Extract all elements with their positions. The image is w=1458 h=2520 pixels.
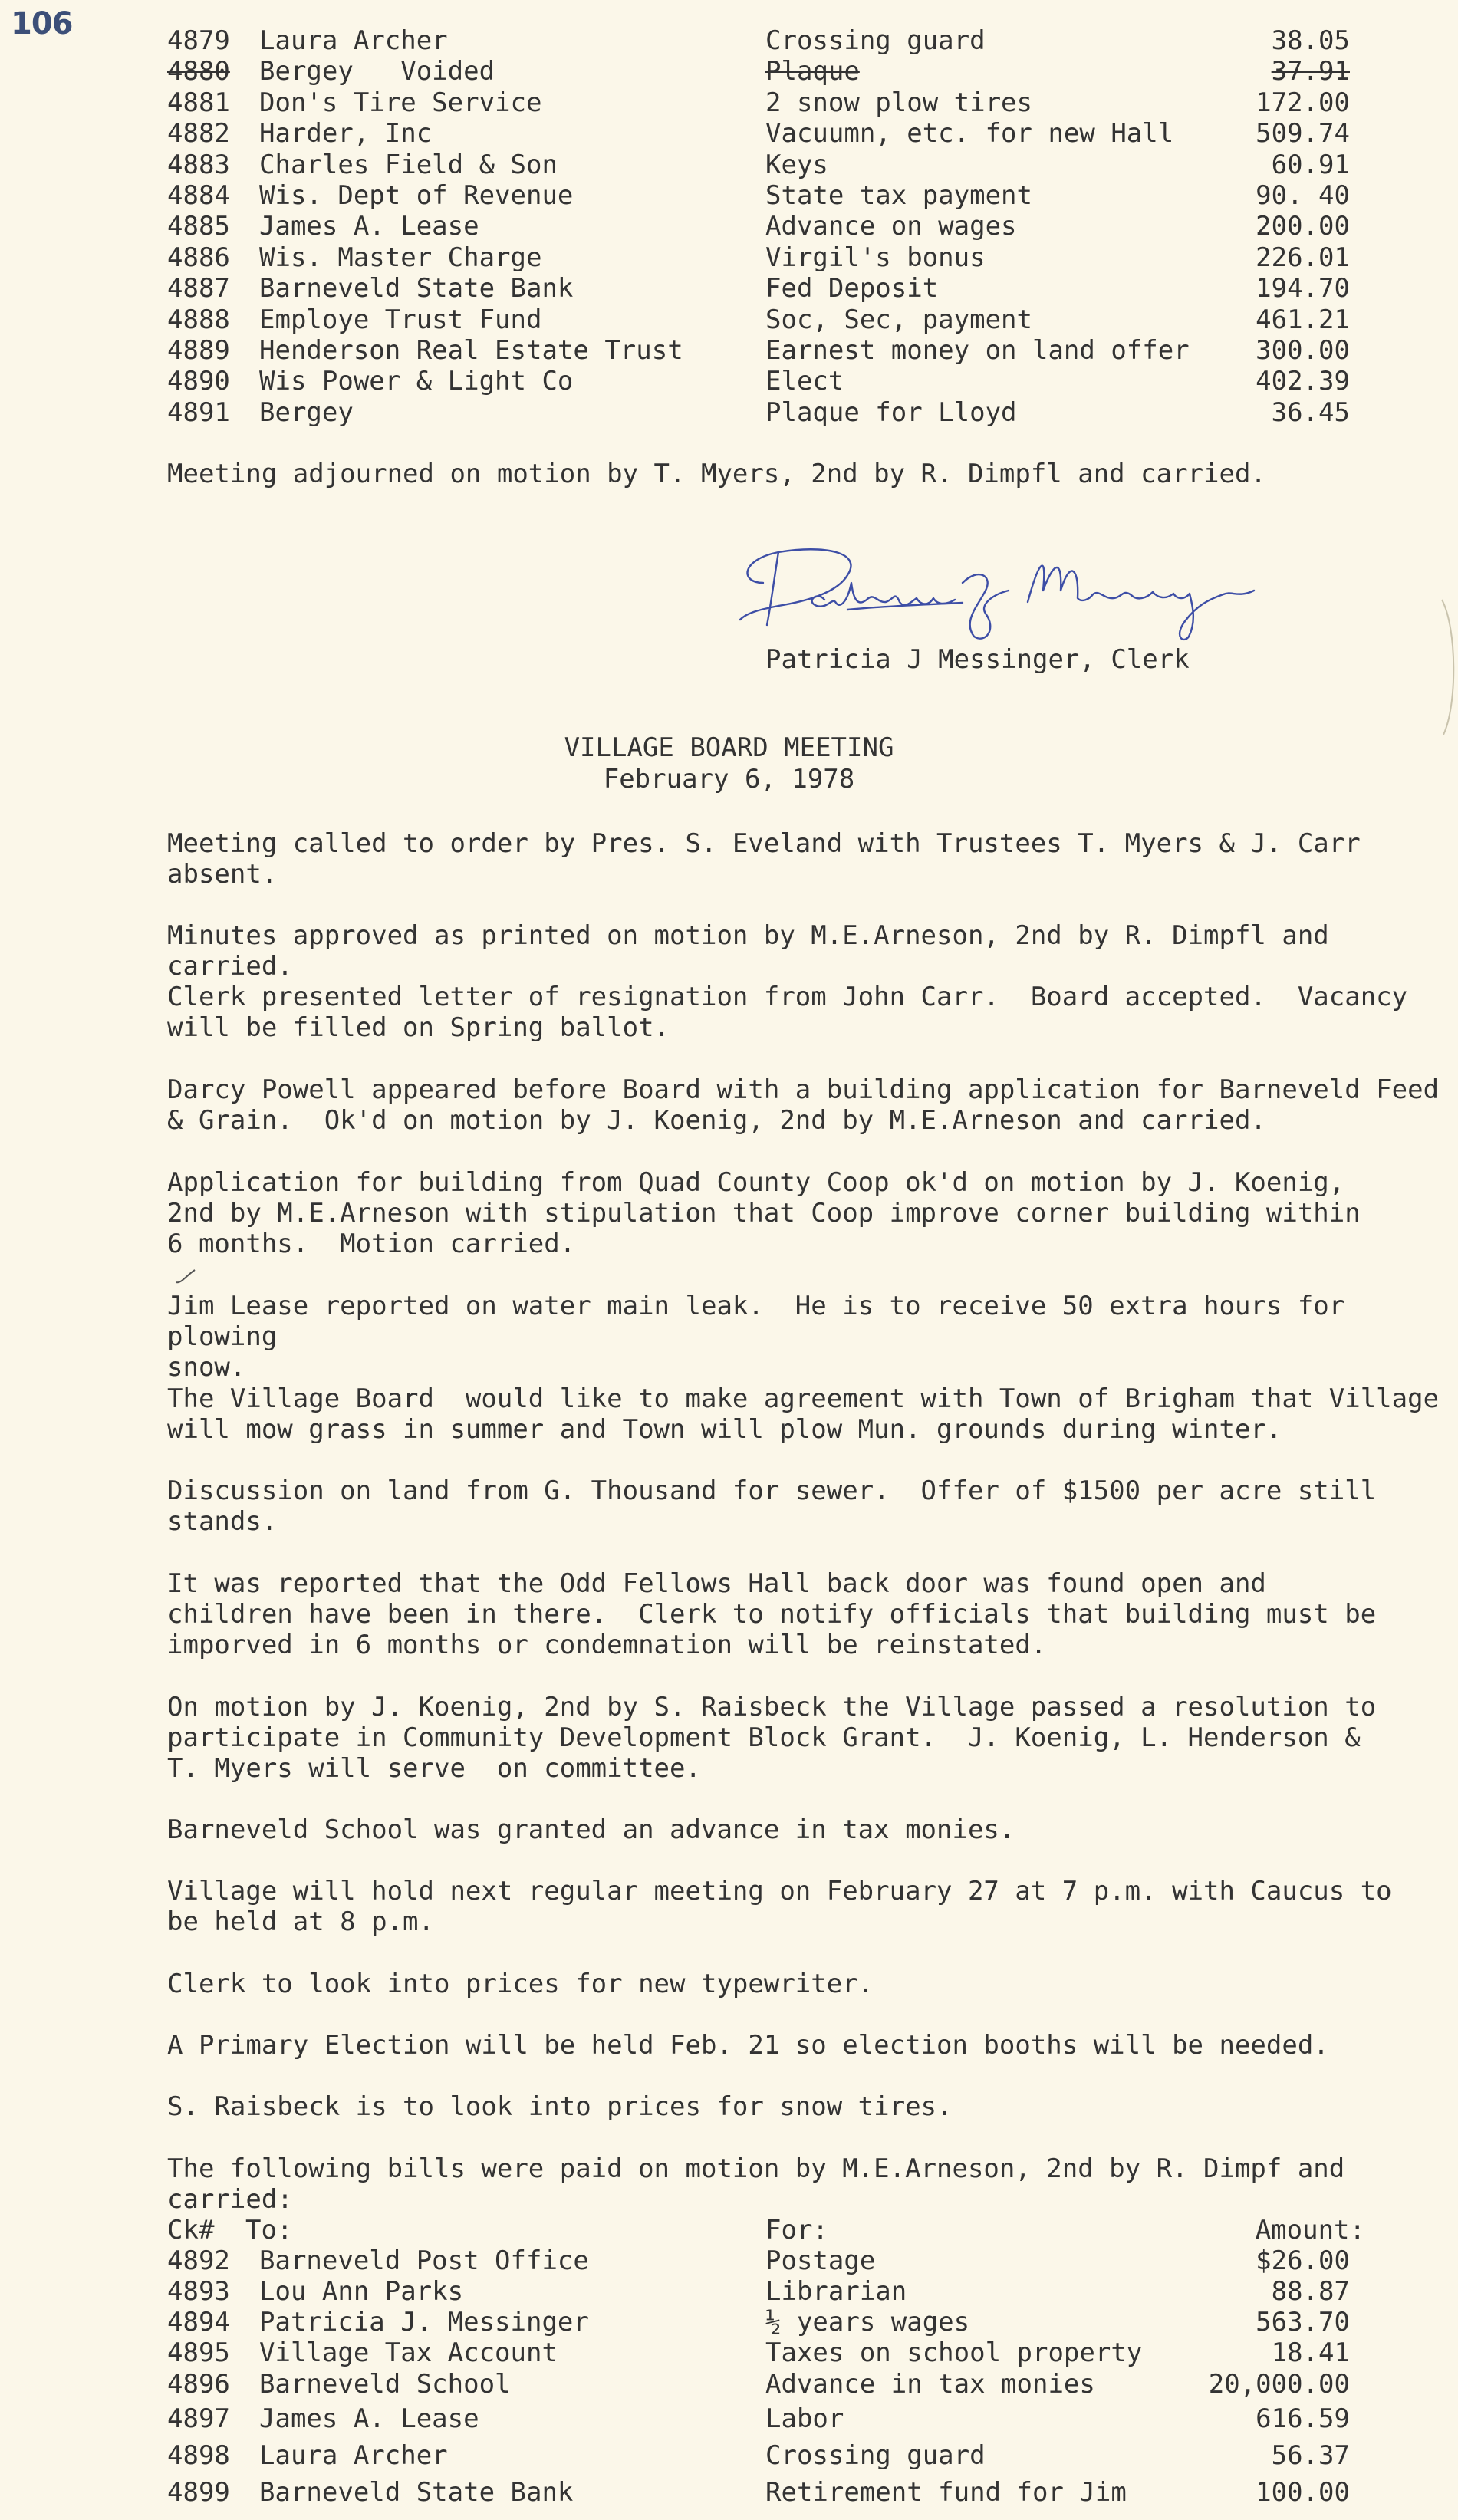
bill-amount: 194.70 — [1256, 273, 1350, 304]
bill-check-number: 4880 — [167, 56, 230, 87]
bill-check-number: 4881 — [167, 87, 230, 118]
pen-tick-mark — [175, 1268, 196, 1285]
meeting-title: VILLAGE BOARD MEETING — [564, 732, 894, 763]
minutes-paragraph: The following bills were paid on motion by M.E.Arneson, 2nd by R. Dimpf and carried: — [167, 2153, 1345, 2215]
minutes-paragraph: A Primary Election will be held Feb. 21 so election booths will be needed. — [167, 2030, 1329, 2061]
bill-check-number: 4882 — [167, 118, 230, 150]
clerk-signature-line: Patricia J Messinger, Clerk — [765, 644, 1190, 675]
header-purpose: For: — [765, 2215, 828, 2245]
bill-amount: 90. 40 — [1256, 180, 1350, 211]
bill-check-number: 4879 — [167, 25, 230, 56]
bill-payee: Barneveld School — [259, 2369, 511, 2400]
bill-purpose: Plaque — [765, 56, 860, 87]
bill-check-number: 4885 — [167, 211, 230, 242]
bill-check-number: 4888 — [167, 304, 230, 335]
bill-check-number: 4883 — [167, 149, 230, 180]
bill-row — [0, 180, 1458, 211]
bill-payee: Bergey — [259, 396, 354, 428]
bill-payee: Bergey Voided — [259, 56, 495, 87]
bill-check-number: 4893 — [167, 2276, 230, 2307]
adjournment-text: Meeting adjourned on motion by T. Myers, 2nd by R. Dimpfl and carried. — [167, 459, 1266, 489]
bill-amount: 226.01 — [1256, 242, 1350, 273]
minutes-paragraph: Darcy Powell appeared before Board with a building application for Barneveld Feed & Grain. Ok'd on motion by J. Koenig, 2nd by M.E.Arneson and carried. — [167, 1074, 1440, 1136]
bill-purpose: Elect — [765, 366, 844, 397]
bill-check-number: 4898 — [167, 2440, 230, 2471]
bill-check-number: 4896 — [167, 2369, 230, 2400]
bill-payee: Wis Power & Light Co — [259, 366, 574, 397]
minutes-paragraph: The Village Board would like to make agreement with Town of Brigham that Village will mow grass in summer and Town will plow Mun. grounds during winter. — [167, 1383, 1440, 1445]
bill-amount: 300.00 — [1256, 335, 1350, 366]
bill-purpose: Keys — [765, 149, 828, 180]
bill-check-number: 4889 — [167, 335, 230, 366]
bill-payee: Wis. Dept of Revenue — [259, 180, 574, 211]
bill-amount: 200.00 — [1256, 211, 1350, 242]
bill-purpose: Virgil's bonus — [765, 242, 986, 273]
bill-payee: Charles Field & Son — [259, 149, 558, 180]
bill-purpose: Crossing guard — [765, 25, 986, 56]
bill-purpose: ½ years wages — [765, 2307, 970, 2337]
bill-check-number: 4894 — [167, 2307, 230, 2337]
bill-row — [0, 25, 1458, 56]
header-amount: Amount: — [1255, 2215, 1365, 2245]
meeting-date: February 6, 1978 — [603, 764, 855, 794]
page-number: 106 — [11, 6, 73, 41]
page-edge-curl — [1440, 598, 1458, 736]
header-check-number: Ck# — [167, 2215, 215, 2245]
bill-row — [0, 150, 1458, 180]
bill-amount: 509.74 — [1256, 118, 1350, 150]
bill-check-number: 4899 — [167, 2477, 230, 2508]
bill-row — [0, 2440, 1458, 2471]
bill-purpose: Crossing guard — [765, 2440, 986, 2471]
bill-row — [0, 2337, 1458, 2368]
bill-row — [0, 366, 1458, 396]
bill-amount: 616.59 — [1256, 2403, 1350, 2434]
bill-amount: 36.45 — [1271, 396, 1350, 428]
bill-payee: Wis. Master Charge — [259, 242, 542, 273]
minutes-paragraph: Discussion on land from G. Thousand for sewer. Offer of $1500 per acre still stands. — [167, 1475, 1377, 1537]
bill-payee: Henderson Real Estate Trust — [259, 335, 683, 366]
bill-payee: Laura Archer — [259, 25, 448, 56]
minutes-paragraph: Meeting called to order by Pres. S. Eveland with Trustees T. Myers & J. Carr absent. — [167, 828, 1361, 890]
bill-row — [0, 273, 1458, 304]
bill-row — [0, 2477, 1458, 2508]
bill-purpose: Earnest money on land offer — [765, 335, 1190, 366]
minutes-paragraph: S. Raisbeck is to look into prices for snow tires. — [167, 2091, 953, 2122]
bill-payee: Barneveld State Bank — [259, 273, 574, 304]
bill-amount: 56.37 — [1271, 2440, 1350, 2471]
bill-payee: James A. Lease — [259, 2403, 479, 2434]
bill-purpose: Plaque for Lloyd — [765, 396, 1017, 428]
minutes-paragraph: Clerk presented letter of resignation from John Carr. Board accepted. Vacancy will be filled on Spring ballot. — [167, 982, 1408, 1043]
bill-row — [0, 211, 1458, 242]
bill-row — [0, 87, 1458, 118]
bill-payee: James A. Lease — [259, 211, 479, 242]
bill-amount: $26.00 — [1256, 2245, 1350, 2276]
bill-row — [0, 56, 1458, 87]
bill-purpose: Soc, Sec, payment — [765, 304, 1032, 335]
bill-payee: Village Tax Account — [259, 2337, 558, 2368]
bill-amount: 402.39 — [1256, 366, 1350, 397]
bill-amount: 461.21 — [1256, 304, 1350, 335]
bill-payee: Employe Trust Fund — [259, 304, 542, 335]
bill-amount: 88.87 — [1271, 2276, 1350, 2307]
bill-purpose: Librarian — [765, 2276, 907, 2307]
bill-purpose: Advance on wages — [765, 211, 1017, 242]
bills-bottom-header — [0, 2215, 1458, 2245]
bill-amount: 20,000.00 — [1208, 2369, 1350, 2400]
bill-payee: Don's Tire Service — [259, 87, 542, 118]
bill-amount: 18.41 — [1271, 2337, 1350, 2368]
bill-row — [0, 118, 1458, 149]
bill-purpose: Advance in tax monies — [765, 2369, 1095, 2400]
bill-row — [0, 2369, 1458, 2400]
bill-check-number: 4890 — [167, 366, 230, 397]
minutes-paragraph: It was reported that the Odd Fellows Hall back door was found open and children have been in there. Clerk to notify officials that building must be imporved in 6 months or condemnation will be reinstated. — [167, 1568, 1377, 1660]
bill-check-number: 4887 — [167, 273, 230, 304]
bill-amount: 563.70 — [1256, 2307, 1350, 2337]
header-payee: To: — [245, 2215, 293, 2245]
bill-check-number: 4891 — [167, 396, 230, 428]
bill-payee: Lou Ann Parks — [259, 2276, 464, 2307]
bill-row — [0, 2276, 1458, 2307]
bill-payee: Harder, Inc — [259, 118, 433, 150]
bill-row — [0, 2245, 1458, 2276]
bill-check-number: 4884 — [167, 180, 230, 211]
bill-check-number: 4886 — [167, 242, 230, 273]
meeting-heading — [0, 732, 1458, 795]
minutes-paragraph: On motion by J. Koenig, 2nd by S. Raisbeck the Village passed a resolution to participate in Community Development Block Grant. J. Koenig, L. Henderson & T. Myers will serve on committee. — [167, 1692, 1377, 1784]
bill-row — [0, 2307, 1458, 2337]
bill-purpose: Labor — [765, 2403, 844, 2434]
bill-payee: Barneveld Post Office — [259, 2245, 589, 2276]
bill-check-number: 4892 — [167, 2245, 230, 2276]
minutes-paragraph: Village will hold next regular meeting on February 27 at 7 p.m. with Caucus to be held at 8 p.m. — [167, 1876, 1392, 1937]
bill-row — [0, 304, 1458, 335]
bill-payee: Patricia J. Messinger — [259, 2307, 589, 2337]
bill-purpose: Retirement fund for Jim — [765, 2477, 1127, 2508]
bill-purpose: State tax payment — [765, 180, 1032, 211]
bill-payee: Barneveld State Bank — [259, 2477, 574, 2508]
minutes-paragraph: Application for building from Quad County Coop ok'd on motion by J. Koenig, 2nd by M.E.Arneson with stipulation that Coop improve corner building within 6 months. Motion carried. — [167, 1167, 1361, 1259]
bill-row — [0, 397, 1458, 428]
bill-row — [0, 2403, 1458, 2434]
bill-row — [0, 242, 1458, 273]
bill-payee: Laura Archer — [259, 2440, 448, 2471]
bill-amount: 60.91 — [1271, 149, 1350, 180]
bill-amount: 37.91 — [1271, 56, 1350, 87]
minutes-paragraph: Jim Lease reported on water main leak. He is to receive 50 extra hours for plowing snow. — [167, 1291, 1345, 1383]
bill-check-number: 4895 — [167, 2337, 230, 2368]
minutes-paragraph: Minutes approved as printed on motion by M.E.Arneson, 2nd by R. Dimpfl and carried. — [167, 920, 1345, 982]
handwritten-signature — [732, 529, 1285, 652]
bill-row — [0, 335, 1458, 366]
bill-purpose: Vacuumn, etc. for new Hall — [765, 118, 1174, 150]
bill-amount: 172.00 — [1256, 87, 1350, 118]
bill-check-number: 4897 — [167, 2403, 230, 2434]
bill-purpose: 2 snow plow tires — [765, 87, 1032, 118]
bill-amount: 100.00 — [1256, 2477, 1350, 2508]
bill-purpose: Fed Deposit — [765, 273, 939, 304]
minutes-paragraph: Barneveld School was granted an advance in tax monies. — [167, 1814, 1015, 1845]
bill-purpose: Taxes on school property — [765, 2337, 1143, 2368]
minutes-paragraph: Clerk to look into prices for new typewriter. — [167, 1969, 874, 1999]
bill-amount: 38.05 — [1271, 25, 1350, 56]
bill-purpose: Postage — [765, 2245, 876, 2276]
